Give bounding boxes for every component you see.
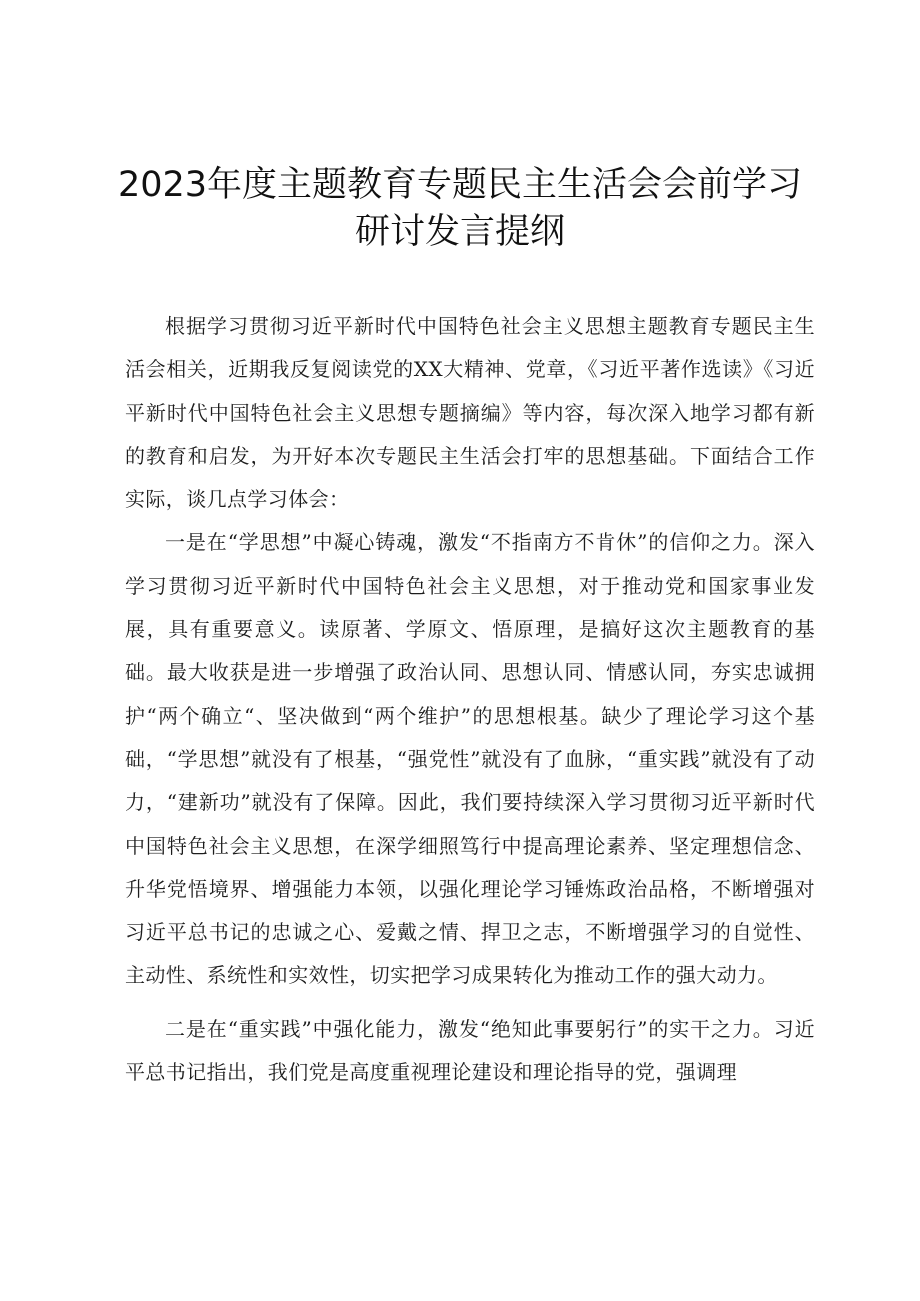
paragraph-point-one: 一是在“学思想”中凝心铸魂，激发“不指南方不肯休”的信仰之力。深入学习贯彻习近平新时代中国特色社会主义思想，对于推动党和国家事业发展，具有重要意义。读原著、学原文、悟原理，是搞好这次主题教育的基础。最大收获是进一步增强了政治认同、思想认同、情感认同，夯实忠诚拥护“两个确立“、坚决做到“两个维护”的思想根基。缺少了理论学习这个基础，“学思想”就没有了根基，“强党性”就没有了血脉，“重实践”就没有了动力，“建新功”就没有了保障。因此，我们要持续深入学习贯彻习近平新时代中国特色社会主义思想，在深学细照笃行中提高理论素养、坚定理想信念、升华党悟境界、增强能力本领，以强化理论学习锤炼政治品格，不断增强对习近平总书记的忠诚之心、爱戴之情、捍卫之志，不断增强学习的自觉性、主动性、系统性和实效性，切实把学习成果转化为推动工作的强大动力。 [125,530,815,988]
paragraph-point-two: 二是在“重实践”中强化能力，激发“绝知此事要躬行”的实干之力。习近平总书记指出，我们党是高度重视理论建设和理论指导的党，强调理 [125,1016,815,1085]
document-title-line-1: 2023年度主题教育专题民主生活会会前学习 [117,165,803,205]
document-body [125,305,815,1094]
document-title-line-2: 研讨发言提纲 [354,212,565,252]
paragraph-intro: 根据学习贯彻习近平新时代中国特色社会主义思想主题教育专题民主生活会相关，近期我反复阅读党的XX大精神、党章，《习近平著作选读》《习近平新时代中国特色社会主义思想专题摘编》等内容，每次深入地学习都有新的教育和启发，为开好本次专题民主生活会打牢的思想基础。下面结合工作实际，谈几点学习体会： [125,314,815,512]
